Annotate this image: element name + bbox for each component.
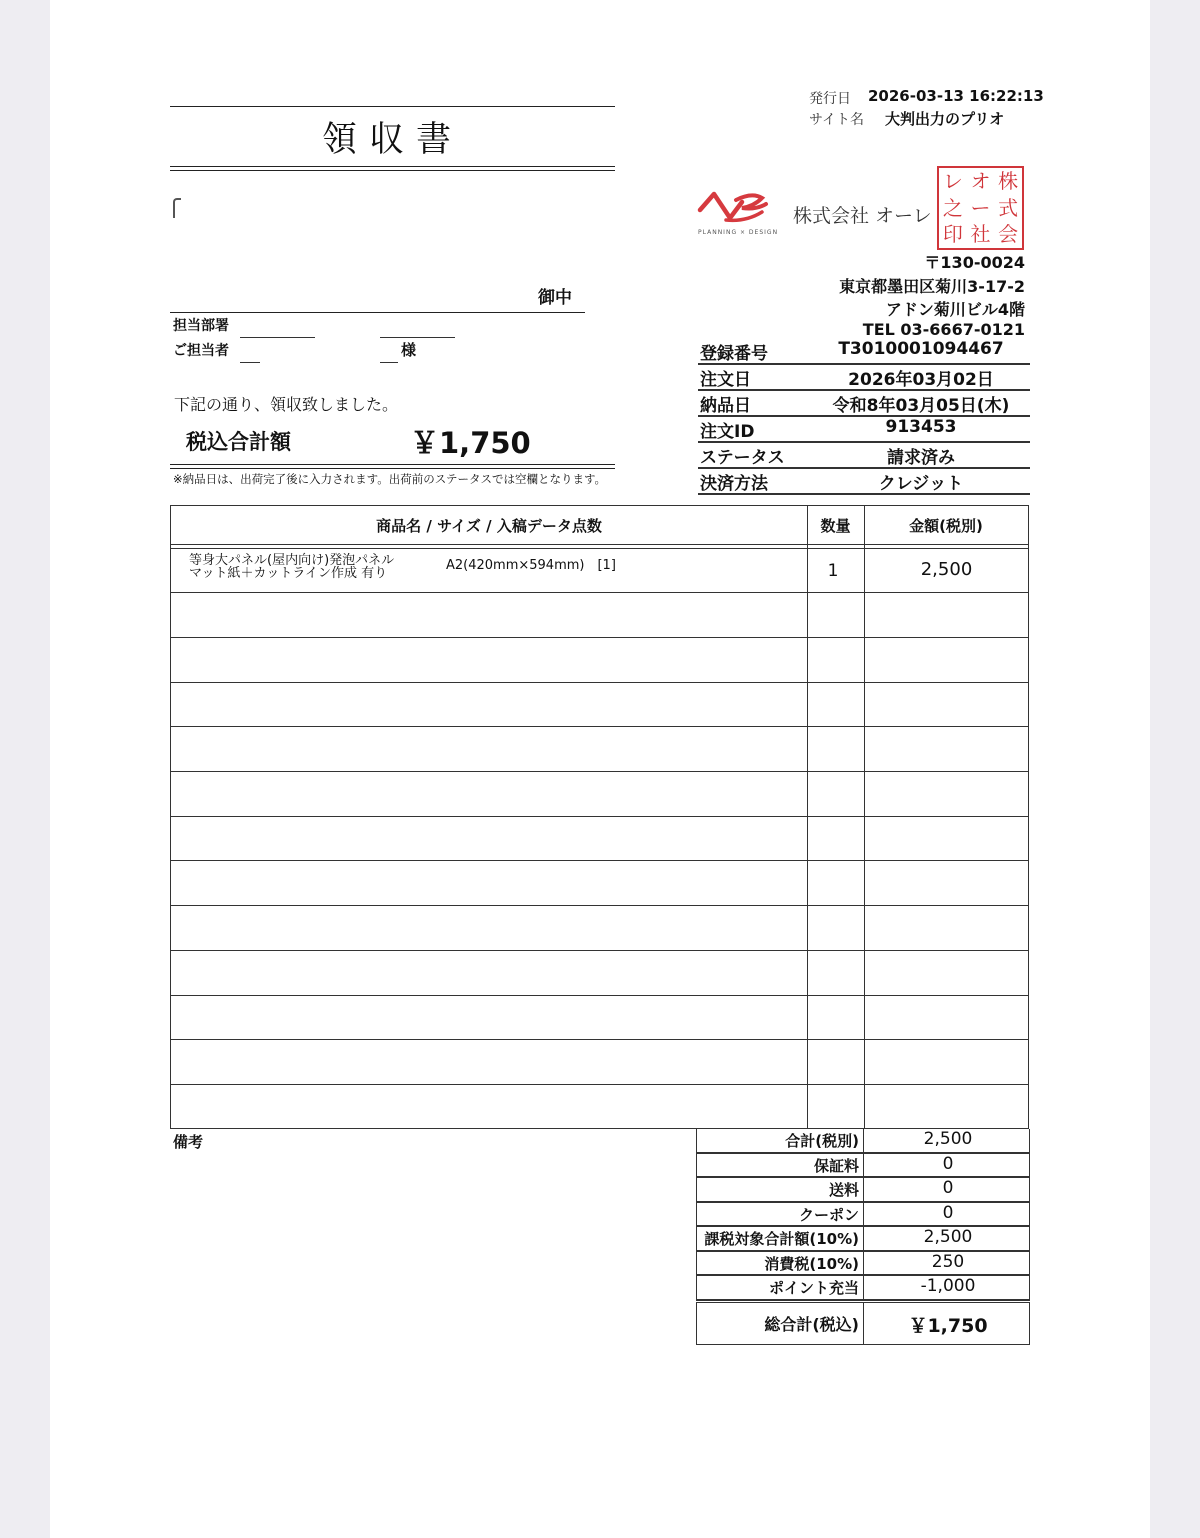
totals-row <box>696 1129 1030 1154</box>
info-label: 決済方法 <box>700 474 768 494</box>
info-row-registration <box>698 338 1030 365</box>
totals-label: 送料 <box>828 1181 859 1199</box>
info-row-status <box>698 442 1030 469</box>
totals-value: -1,000 <box>920 1276 976 1296</box>
items-table <box>170 505 1029 1129</box>
header-item-name: 商品名 / サイズ / 入稿データ点数 <box>376 517 602 535</box>
title-rule-top <box>170 106 615 107</box>
info-label: 注文日 <box>700 370 751 390</box>
totals-label: 課税対象合計額(10%) <box>704 1230 859 1248</box>
receipt-page <box>50 0 1150 1538</box>
person-label: ご担当者 <box>173 343 229 359</box>
totals-label: クーポン <box>798 1205 859 1224</box>
item-amount: 2,500 <box>920 559 973 580</box>
info-value: クレジット <box>878 474 964 494</box>
company-logo-icon <box>696 188 772 228</box>
header-qty: 数量 <box>820 517 851 535</box>
table-row <box>171 637 1028 638</box>
company-postal: 〒130-0024 <box>924 253 1025 272</box>
info-row-payment <box>698 468 1030 495</box>
info-value: 請求済み <box>887 448 955 468</box>
table-row <box>171 592 1028 593</box>
info-value: T3010001094467 <box>838 339 1004 359</box>
header-amount: 金額(税別) <box>909 517 983 535</box>
receipt-message: 下記の通り、領収致しました。 <box>174 395 399 414</box>
grand-total-label: 総合計(税込) <box>764 1315 859 1334</box>
company-seal-stamp <box>937 166 1024 250</box>
table-row <box>171 816 1028 817</box>
totals-label: 合計(税別) <box>785 1132 859 1150</box>
table-row <box>171 1039 1028 1040</box>
department-line-2 <box>380 337 455 338</box>
total-label: 税込合計額 <box>186 430 291 454</box>
totals-row <box>696 1203 1030 1228</box>
totals-row <box>696 1252 1030 1277</box>
total-rule-1 <box>170 464 615 465</box>
totals-row <box>696 1276 1030 1301</box>
info-value: 913453 <box>885 417 957 437</box>
table-row <box>171 860 1028 861</box>
totals-label: ポイント充当 <box>768 1279 859 1297</box>
company-tel: TEL 03-6667-0121 <box>862 320 1025 339</box>
recipient-suffix: 御中 <box>538 288 572 308</box>
logo-tagline: PLANNING × DESIGN <box>698 229 779 236</box>
seal-char: ー <box>970 195 991 220</box>
info-label: ステータス <box>700 448 785 468</box>
department-label: 担当部署 <box>173 318 229 334</box>
header-rule-2 <box>171 548 1028 549</box>
seal-char: 株 <box>998 169 1019 193</box>
column-divider <box>807 506 808 1128</box>
header-rule-1 <box>171 544 1028 545</box>
person-suffix: 様 <box>401 341 417 359</box>
grand-total-row <box>696 1302 1030 1345</box>
totals-label: 消費税(10%) <box>764 1254 859 1273</box>
seal-char: 社 <box>970 222 991 247</box>
delivery-note: ※納品日は、出荷完了後に入力されます。出荷前のステータスでは空欄となります。 <box>173 472 607 486</box>
column-divider <box>864 506 865 1128</box>
info-label: 納品日 <box>700 396 751 416</box>
info-value: 令和8年03月05日(木) <box>832 396 1010 416</box>
title-rule-bottom-1 <box>170 166 615 167</box>
totals-row <box>696 1178 1030 1203</box>
total-value: ￥1,750 <box>410 426 531 460</box>
seal-char: 印 <box>942 222 963 247</box>
table-row <box>171 950 1028 951</box>
totals-value: 0 <box>942 1178 954 1198</box>
totals-value: 2,500 <box>923 1227 973 1247</box>
totals-value: 250 <box>931 1251 965 1272</box>
table-row <box>171 1084 1028 1085</box>
info-label: 注文ID <box>700 422 755 442</box>
info-value: 2026年03月02日 <box>848 370 994 390</box>
table-row <box>171 771 1028 772</box>
totals-row <box>696 1154 1030 1179</box>
table-row <box>171 682 1028 683</box>
item-size: A2(420mm×594mm) [1] <box>446 558 616 573</box>
totals-value: 0 <box>942 1153 954 1174</box>
info-label: 登録番号 <box>700 344 768 364</box>
total-rule-2 <box>170 468 615 469</box>
totals-value: 0 <box>942 1202 954 1223</box>
totals-value: 2,500 <box>923 1129 973 1149</box>
site-label: サイト名 <box>809 112 865 128</box>
info-row-order-id <box>698 416 1030 443</box>
seal-char: 式 <box>998 195 1019 220</box>
item-qty: 1 <box>827 561 839 581</box>
item-name-line-2: マット紙＋カットライン作成 有り <box>189 566 388 581</box>
redacted-recipient-mark <box>173 198 181 218</box>
company-name: 株式会社 オーレ <box>793 205 932 227</box>
document-title: 領収書 <box>321 120 463 160</box>
company-address-2: アドン菊川ビル4階 <box>885 300 1025 319</box>
issue-date: 2026-03-13 16:22:13 <box>868 87 1044 105</box>
title-rule-bottom-2 <box>170 170 615 171</box>
department-line-1 <box>240 337 315 338</box>
seal-char: オ <box>970 169 991 193</box>
seal-char: レ <box>942 169 963 193</box>
company-address-1: 東京都墨田区菊川3-17-2 <box>839 277 1025 296</box>
info-row-order-date <box>698 364 1030 391</box>
seal-char: 会 <box>998 222 1019 247</box>
seal-char: 之 <box>942 195 963 220</box>
recipient-name-line <box>170 312 585 313</box>
issue-date-label: 発行日 <box>809 91 851 107</box>
item-name-line-1: 等身大パネル(屋内向け)発泡パネル <box>189 553 395 568</box>
person-line-2 <box>380 362 398 363</box>
grand-total-value: ￥1,750 <box>908 1315 988 1337</box>
table-row <box>171 726 1028 727</box>
remarks-label: 備考 <box>173 1133 204 1151</box>
table-row <box>171 905 1028 906</box>
info-row-delivery-date <box>698 390 1030 417</box>
table-row <box>171 995 1028 996</box>
item-name <box>189 554 394 580</box>
site-name: 大判出力のプリオ <box>885 110 1005 128</box>
totals-label: 保証料 <box>813 1156 859 1175</box>
totals-row <box>696 1227 1030 1252</box>
person-line-1 <box>240 362 260 363</box>
